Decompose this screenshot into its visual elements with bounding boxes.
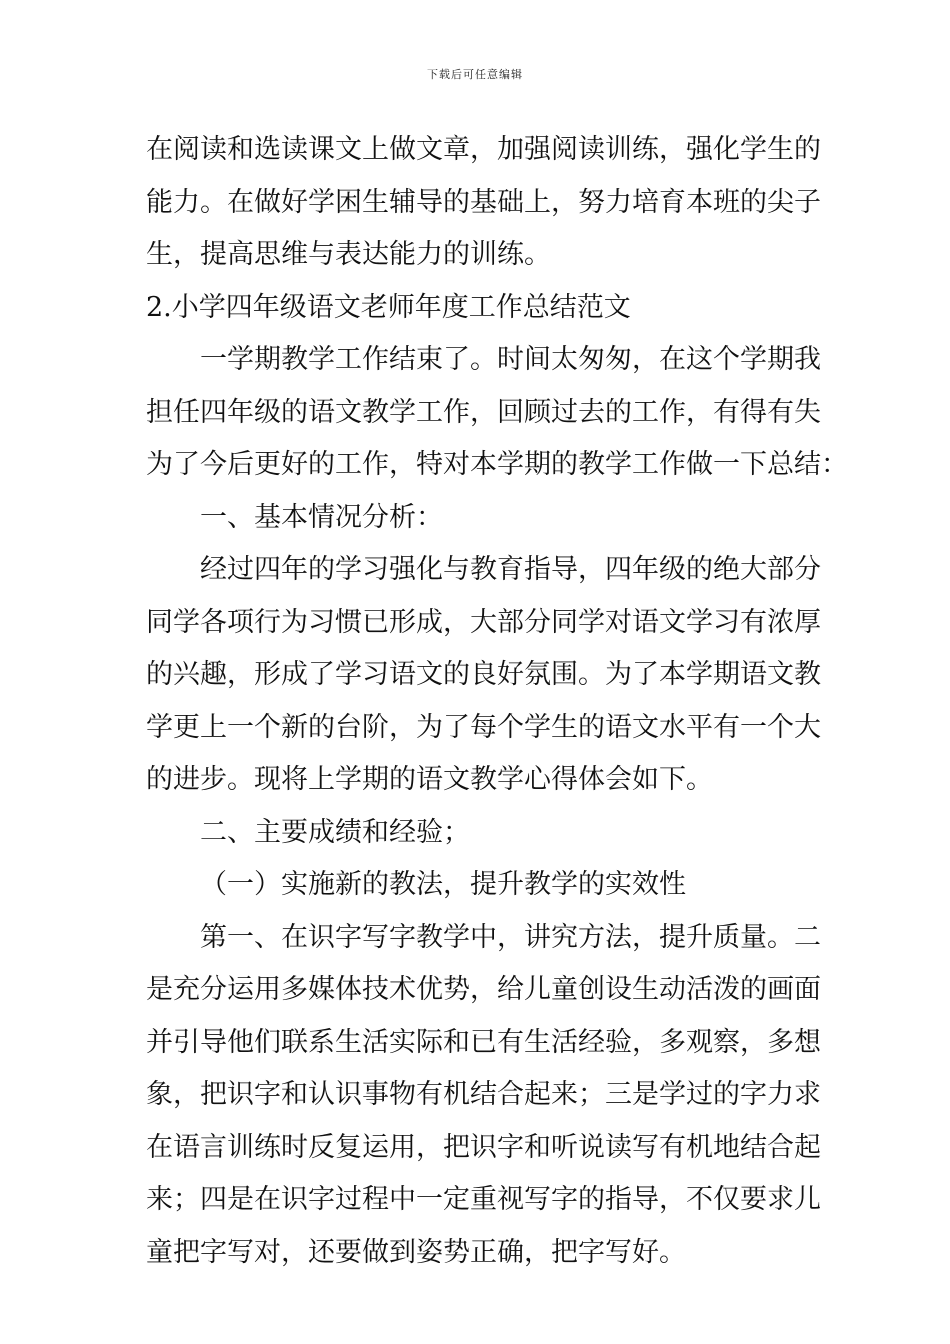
text-line: 在语言训练时反复运用，把识字和听说读写有机地结合起 (146, 1131, 821, 1163)
text-line: 担任四年级的语文教学工作，回顾过去的工作，有得有失 (146, 396, 821, 428)
text-line: 象，把识字和认识事物有机结合起来；三是学过的字力求 (146, 1079, 821, 1110)
document-body (146, 124, 848, 1279)
paragraph-first-line: 一学期教学工作结束了。时间太匆匆，在这个学期我 (200, 344, 821, 375)
section-heading: 2.小学四年级语文老师年度工作总结范文 (146, 291, 631, 323)
paragraph-first-line: 经过四年的学习强化与教育指导，四年级的绝大部分 (200, 554, 821, 585)
text-line: 生，提高思维与表达能力的训练。 (146, 239, 551, 270)
text-line: 能力。在做好学困生辅导的基础上，努力培育本班的尖子 (146, 186, 821, 218)
subsection-heading: 一、基本情况分析： (200, 501, 443, 533)
text-line: 在阅读和选读课文上做文章，加强阅读训练，强化学生的 (146, 134, 821, 165)
text-line: 并引导他们联系生活实际和已有生活经验，多观察，多想 (146, 1026, 821, 1058)
page-header: 下载后可任意编辑 (427, 68, 523, 81)
text-line: 来；四是在识字过程中一定重视写字的指导，不仅要求儿 (146, 1184, 821, 1215)
text-line: 童把字写对，还要做到姿势正确，把字写好。 (146, 1236, 686, 1268)
text-line: 的兴趣，形成了学习语文的良好氛围。为了本学期语文教 (146, 659, 821, 690)
paragraph-first-line: 第一、在识字写字教学中，讲究方法，提升质量。二 (200, 921, 821, 953)
subsection-heading: 二、主要成绩和经验； (200, 816, 470, 848)
text-line: 同学各项行为习惯已形成，大部分同学对语文学习有浓厚 (146, 606, 821, 638)
text-line: 是充分运用多媒体技术优势，给儿童创设生动活泼的画面 (146, 974, 821, 1005)
text-line: 为了今后更好的工作，特对本学期的教学工作做一下总结： (146, 449, 848, 480)
text-line: 的进步。现将上学期的语文教学心得体会如下。 (146, 764, 713, 795)
text-line: 学更上一个新的台阶，为了每个学生的语文水平有一个大 (146, 711, 821, 743)
subsection-heading: （一）实施新的教法，提升教学的实效性 (200, 869, 686, 900)
